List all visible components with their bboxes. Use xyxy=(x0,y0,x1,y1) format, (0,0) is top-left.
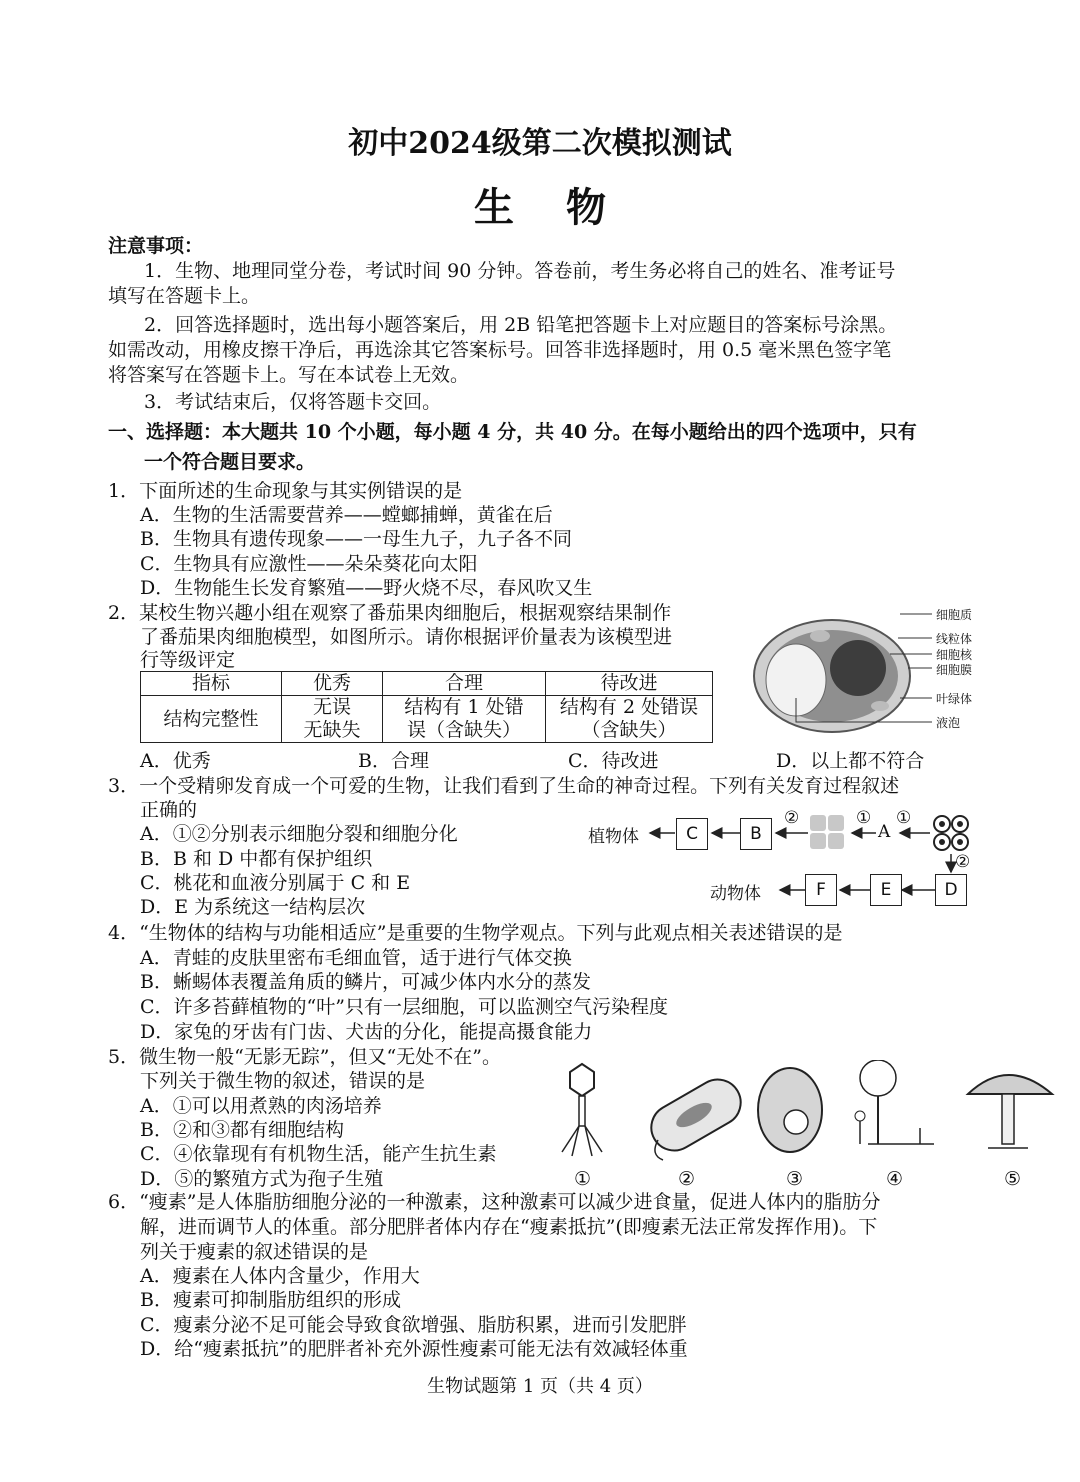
table-cell: 结构有 2 处错误 （含缺失） xyxy=(546,696,713,743)
table-row xyxy=(141,696,713,743)
notes-heading: 注意事项： xyxy=(108,235,204,257)
label-chloroplast: 叶绿体 xyxy=(936,692,973,706)
q1-stem: 1．下面所述的生命现象与其实例错误的是 xyxy=(108,480,463,502)
label-mitochondria: 线粒体 xyxy=(936,632,973,646)
q2-option-b: B．合理 xyxy=(358,750,429,772)
q3-option-c: C．桃花和血液分别属于 C 和 E xyxy=(140,872,411,894)
q6-option-c: C．瘦素分泌不足可能会导致食欲增强、脂肪积累，进而引发肥胖 xyxy=(140,1314,687,1336)
q3-option-a: A．①②分别表示细胞分裂和细胞分化 xyxy=(140,823,458,845)
q6-option-d: D．给“瘦素抵抗”的肥胖者补充外源性瘦素可能无法有效减轻体重 xyxy=(140,1338,688,1360)
development-diagram xyxy=(580,808,980,916)
q5-stem: 5．微生物一般“无影无踪”，但又“无处不在”。 xyxy=(108,1046,501,1068)
table-header: 待改进 xyxy=(546,672,713,696)
table-cell: 无误 无缺失 xyxy=(282,696,383,743)
q1-option-c: C．生物具有应激性——朵朵葵花向太阳 xyxy=(140,553,478,575)
q4-option-b: B．蜥蜴体表覆盖角质的鳞片，可减少体内水分的蒸发 xyxy=(140,971,591,993)
q1-option-d: D．生物能生长发育繁殖——野火烧不尽，春风吹又生 xyxy=(140,577,593,599)
q1-option-a: A．生物的生活需要营养——螳螂捕蝉，黄雀在后 xyxy=(140,504,553,526)
q2-option-a: A．优秀 xyxy=(140,750,211,772)
q3-option-d: D．E 为系统这一结构层次 xyxy=(140,896,366,918)
q1-option-b: B．生物具有遗传现象——一母生九子，九子各不同 xyxy=(140,528,572,550)
step-1-label: ① xyxy=(856,808,872,828)
q4-option-d: D．家兔的牙齿有门齿、犬齿的分化，能提高摄食能力 xyxy=(140,1021,593,1043)
evaluation-table xyxy=(140,671,713,743)
cell-model-figure xyxy=(750,598,940,738)
q6-option-a: A．瘦素在人体内含量少，作用大 xyxy=(140,1265,420,1287)
page-footer: 生物试题第 1 页（共 4 页） xyxy=(427,1376,653,1397)
q4-option-c: C．许多苔藓植物的“叶”只有一层细胞，可以监测空气污染程度 xyxy=(140,996,668,1018)
table-header: 合理 xyxy=(383,672,546,696)
zygote-a-label: A xyxy=(878,822,891,842)
microbe-label-4: ④ xyxy=(886,1168,904,1190)
table-cell: 结构有 1 处错 误（含缺失） xyxy=(383,696,546,743)
microbe-label-2: ② xyxy=(678,1168,696,1190)
q2-stem: 了番茄果肉细胞模型，如图所示。请你根据评价量表为该模型进 xyxy=(140,626,673,648)
q6-stem: 解，进而调节人的体重。部分肥胖者体内存在“瘦素抵抗”(即瘦素无法正常发挥作用)。下 xyxy=(140,1216,878,1238)
subject-title: 生物 xyxy=(474,184,658,231)
label-membrane: 细胞膜 xyxy=(936,663,973,677)
q5-option-d: D．⑤的繁殖方式为孢子生殖 xyxy=(140,1168,384,1190)
q5-option-c: C．④依靠现有有机物生活，能产生抗生素 xyxy=(140,1143,497,1165)
microbes-figure xyxy=(548,1060,1058,1170)
q5-option-a: A．①可以用煮熟的肉汤培养 xyxy=(140,1095,382,1117)
microbe-label-3: ③ xyxy=(786,1168,804,1190)
microbe-label-1: ① xyxy=(574,1168,592,1190)
box-d: D xyxy=(935,874,967,906)
q6-option-b: B．瘦素可抑制脂肪组织的形成 xyxy=(140,1289,401,1311)
step-2-label: ② xyxy=(784,808,800,828)
q5-stem: 下列关于微生物的叙述，错误的是 xyxy=(140,1070,426,1092)
step-1-label-2: ① xyxy=(896,808,912,828)
q4-stem: 4．“生物体的结构与功能相适应”是重要的生物学观点。下列与此观点相关表述错误的是 xyxy=(108,922,843,944)
table-cell: 结构完整性 xyxy=(141,696,282,743)
q6-stem: 列关于瘦素的叙述错误的是 xyxy=(140,1241,369,1263)
notes-line: 将答案写在答题卡上。写在本试卷上无效。 xyxy=(108,364,470,386)
animal-body-label: 动物体 xyxy=(710,884,761,904)
q2-stem: 行等级评定 xyxy=(140,649,236,671)
notes-line: 3．考试结束后，仅将答题卡交回。 xyxy=(144,391,442,413)
label-vacuole: 液泡 xyxy=(936,716,961,730)
q4-option-a: A．青蛙的皮肤里密布毛细血管，适于进行气体交换 xyxy=(140,947,572,969)
notes-line: 1．生物、地理同堂分卷，考试时间 90 分钟。答卷前，考生务必将自己的姓名、准考证号 xyxy=(144,260,896,282)
q3-stem: 3．一个受精卵发育成一个可爱的生物，让我们看到了生命的神奇过程。下列有关发育过程叙述 xyxy=(108,775,900,797)
section-heading: 一、选择题：本大题共 10 个小题，每小题 4 分，共 40 分。在每小题给出的四个选项中，只有 xyxy=(108,421,917,443)
q3-option-b: B．B 和 D 中都有保护组织 xyxy=(140,848,373,870)
table-header: 指标 xyxy=(141,672,282,696)
q3-stem: 正确的 xyxy=(140,799,198,821)
q2-option-c: C．待改进 xyxy=(568,750,659,772)
notes-line: 如需改动，用橡皮擦干净后，再选涂其它答案标号。回答非选择题时，用 0.5 毫米黑色签字笔 xyxy=(108,339,892,361)
q2-option-d: D．以上都不符合 xyxy=(776,750,925,772)
label-cytoplasm: 细胞质 xyxy=(936,608,973,622)
box-b: B xyxy=(740,818,772,850)
box-e: E xyxy=(870,874,902,906)
microbe-label-5: ⑤ xyxy=(1004,1168,1022,1190)
q5-option-b: B．②和③都有细胞结构 xyxy=(140,1119,344,1141)
q2-stem: 2．某校生物兴趣小组在观察了番茄果肉细胞后，根据观察结果制作 xyxy=(108,602,672,624)
label-nucleus: 细胞核 xyxy=(936,648,973,662)
box-c: C xyxy=(676,818,708,850)
notes-line: 2．回答选择题时，选出每小题答案后，用 2B 铅笔把答题卡上对应题目的答案标号涂黑。 xyxy=(144,314,898,336)
plant-body-label: 植物体 xyxy=(588,827,639,847)
table-header: 优秀 xyxy=(282,672,383,696)
notes-line: 填写在答题卡上。 xyxy=(108,285,261,307)
exam-title: 初中2024级第二次模拟测试 xyxy=(348,126,732,161)
table-header-row xyxy=(141,672,713,696)
box-f: F xyxy=(805,874,837,906)
section-heading-2: 一个符合题目要求。 xyxy=(144,451,316,473)
step-2-down-label: ② xyxy=(955,852,971,872)
q6-stem: 6．“瘦素”是人体脂肪细胞分泌的一种激素，这种激素可以减少进食量，促进人体内的脂肪分 xyxy=(108,1191,881,1213)
